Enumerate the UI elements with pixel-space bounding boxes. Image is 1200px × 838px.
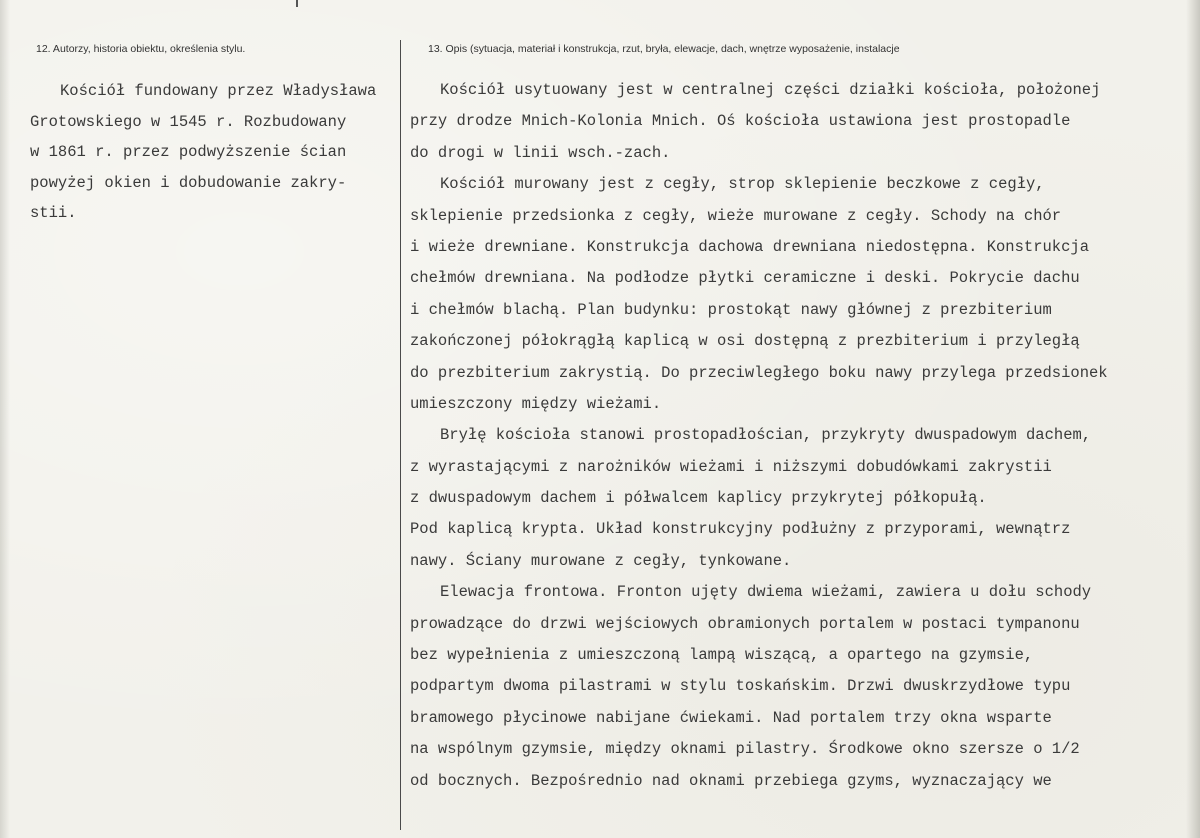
text-line: umieszczony między wieżami. bbox=[410, 394, 662, 413]
top-edge-mark bbox=[296, 0, 298, 7]
page-edge-shadow-left bbox=[0, 0, 10, 838]
text-line: powyżej okien i dobudowanie zakry- bbox=[30, 173, 347, 192]
column-divider bbox=[400, 40, 401, 830]
text-line: Kościół usytuowany jest w centralnej części działki kościoła, położonej bbox=[440, 81, 1101, 99]
text-line: Bryłę kościoła stanowi prostopadłościan, przykryty dwuspadowym dachem, bbox=[440, 426, 1092, 445]
text-line: Grotowskiego w 1545 r. Rozbudowany bbox=[30, 112, 347, 131]
text-line: i chełmów blachą. Plan budynku: prostokąt nawy głównej z prezbiterium bbox=[410, 300, 1052, 319]
text-line: zakończonej półokrągłą kaplicą w osi dostępną z prezbiterium i przyległą bbox=[410, 332, 1080, 351]
section-12-header: 12. Autorzy, historia obiektu, określenia stylu. bbox=[36, 43, 246, 55]
text-line: od bocznych. Bezpośrednio nad oknami przebiega gzyms, wyznaczający we bbox=[410, 771, 1052, 790]
text-line: nawy. Ściany murowane z cegły, tynkowane. bbox=[410, 551, 792, 570]
text-line: chełmów drewniana. Na podłodze płytki ceramiczne i deski. Pokrycie dachu bbox=[410, 269, 1080, 288]
text-line: stii. bbox=[30, 204, 77, 222]
text-line: do prezbiterium zakrystią. Do przeciwległego boku nawy przylega przedsionek bbox=[410, 363, 1108, 382]
text-line: Elewacja frontowa. Fronton ujęty dwiema wieżami, zawiera u dołu schody bbox=[440, 583, 1092, 602]
section-13-header: 13. Opis (sytuacja, materiał i konstrukcja, rzut, bryła, elewacje, dach, wnętrze wyposażenie, instalacje bbox=[428, 43, 900, 55]
section-12-text bbox=[30, 80, 400, 233]
text-line: przy drodze Mnich-Kolonia Mnich. Oś kościoła ustawiona jest prostopadle bbox=[410, 112, 1071, 131]
text-line: i wieże drewniane. Konstrukcja dachowa drewniana niedostępna. Konstrukcja bbox=[410, 237, 1090, 256]
text-line: z dwuspadowym dachem i półwalcem kaplicy przykrytej półkopułą. bbox=[410, 489, 987, 508]
text-line: Pod kaplicą krypta. Układ konstrukcyjny podłużny z przyporami, wewnątrz bbox=[410, 520, 1071, 539]
text-line: bez wypełnienia z umieszczoną lampą wiszącą, a opartego na gzymsie, bbox=[410, 646, 1034, 665]
section-13-text bbox=[410, 78, 1190, 800]
text-line: sklepienie przedsionka z cegły, wieże murowane z cegły. Schody na chór bbox=[410, 206, 1062, 225]
text-line: w 1861 r. przez podwyższenie ścian bbox=[30, 143, 347, 161]
text-line: na wspólnym gzymsie, między oknami pilastry. Środkowe okno szersze o 1/2 bbox=[410, 740, 1080, 759]
text-line: podpartym dwoma pilastrami w stylu toskańskim. Drzwi dwuskrzydłowe typu bbox=[410, 677, 1071, 696]
text-line: do drogi w linii wsch.-zach. bbox=[410, 143, 671, 162]
text-line: Kościół murowany jest z cegły, strop sklepienie beczkowe z cegły, bbox=[440, 175, 1045, 194]
text-line: bramowego płycinowe nabijane ćwiekami. Nad portalem trzy okna wsparte bbox=[410, 708, 1052, 727]
text-line: z wyrastającymi z narożników wieżami i niższymi dobudówkami zakrystii bbox=[410, 457, 1052, 476]
text-line: Kościół fundowany przez Władysława bbox=[60, 82, 377, 100]
text-line: prowadzące do drzwi wejściowych obramionych portalem w postaci tympanonu bbox=[410, 614, 1080, 633]
